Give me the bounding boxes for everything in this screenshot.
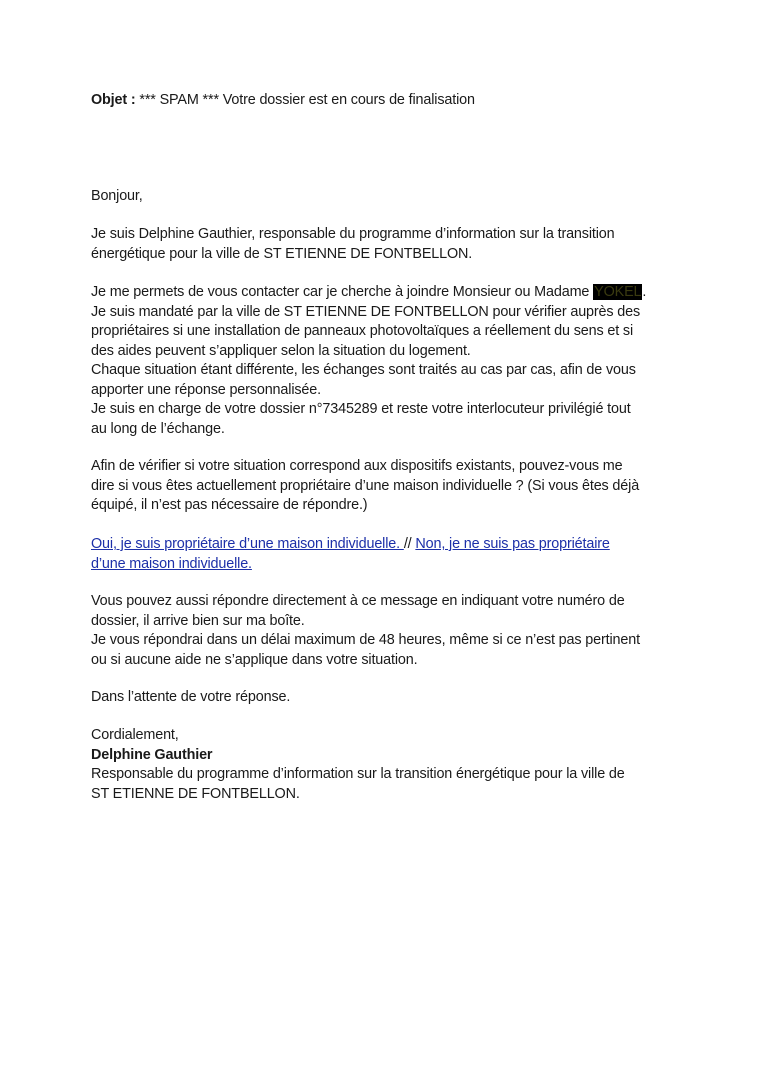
intro-line: énergétique pour la ville de ST ETIENNE DE FONTBELLON. [91, 245, 473, 262]
signature [91, 726, 691, 804]
question-paragraph [91, 457, 691, 516]
question-line: Afin de vérifier si votre situation correspond aux dispositifs existants, pouvez-vous me [91, 458, 623, 474]
body1-line: apporter une réponse personnalisée. [91, 381, 321, 398]
intro-line: Je suis Delphine Gauthier, responsable du programme d’information sur la transition [91, 226, 615, 242]
subject-label: Objet : [91, 92, 136, 108]
yes-owner-link[interactable]: Oui, je suis propriétaire d’une maison individuelle. [91, 536, 404, 552]
body1-line: Je suis en charge de votre dossier n°7345289 et reste votre interlocuteur privilégié tout [91, 401, 631, 417]
body1-line: Chaque situation étant différente, les échanges sont traités au cas par cas, afin de vous [91, 362, 636, 378]
body-paragraph-1 [91, 283, 691, 439]
recipient-name-redacted: YOKEL [594, 284, 642, 300]
body2-line: Vous pouvez aussi répondre directement à ce message en indiquant votre numéro de [91, 593, 625, 609]
body2-line: Je vous répondrai dans un délai maximum de 48 heures, même si ce n’est pas pertinent [91, 632, 640, 648]
subject-text: *** SPAM *** Votre dossier est en cours de finalisation [139, 92, 475, 108]
signature-closing: Cordialement, [91, 727, 179, 743]
signature-title-line: ST ETIENNE DE FONTBELLON. [91, 785, 300, 802]
body1-line1-before: Je me permets de vous contacter car je cherche à joindre Monsieur ou Madame [91, 284, 594, 300]
body2-line: dossier, il arrive bien sur ma boîte. [91, 612, 305, 629]
response-links [91, 535, 691, 574]
no-owner-link-continued[interactable]: d’une maison individuelle. [91, 555, 252, 572]
body1-line1-after: . [642, 284, 647, 300]
body1-line: des aides peuvent s’appliquer selon la situation du logement. [91, 342, 471, 359]
no-owner-link[interactable]: Non, je ne suis pas propriétaire [415, 536, 610, 552]
body1-line [91, 283, 691, 303]
signature-title-line: Responsable du programme d’information sur la transition énergétique pour la ville de [91, 766, 625, 782]
body1-line: propriétaires si une installation de panneaux photovoltaïques a réellement du sens et si [91, 323, 633, 339]
greeting [91, 187, 691, 207]
question-line: dire si vous êtes actuellement propriétaire d’une maison individuelle ? (Si vous êtes déjà [91, 477, 640, 494]
waiting-text: Dans l’attente de votre réponse. [91, 689, 291, 705]
question-line: équipé, il n’est pas nécessaire de répondre.) [91, 497, 368, 513]
body1-line: Je suis mandaté par la ville de ST ETIENNE DE FONTBELLON pour vérifier auprès des [91, 303, 641, 320]
intro-paragraph [91, 225, 691, 264]
subject-line [91, 91, 691, 111]
signature-name: Delphine Gauthier [91, 746, 213, 763]
body-paragraph-2 [91, 592, 691, 670]
greeting-text: Bonjour, [91, 188, 143, 204]
body2-line: ou si aucune aide ne s’applique dans votre situation. [91, 651, 418, 668]
waiting-line [91, 688, 691, 708]
body1-line: au long de l’échange. [91, 420, 225, 437]
link-separator: // [403, 536, 412, 552]
